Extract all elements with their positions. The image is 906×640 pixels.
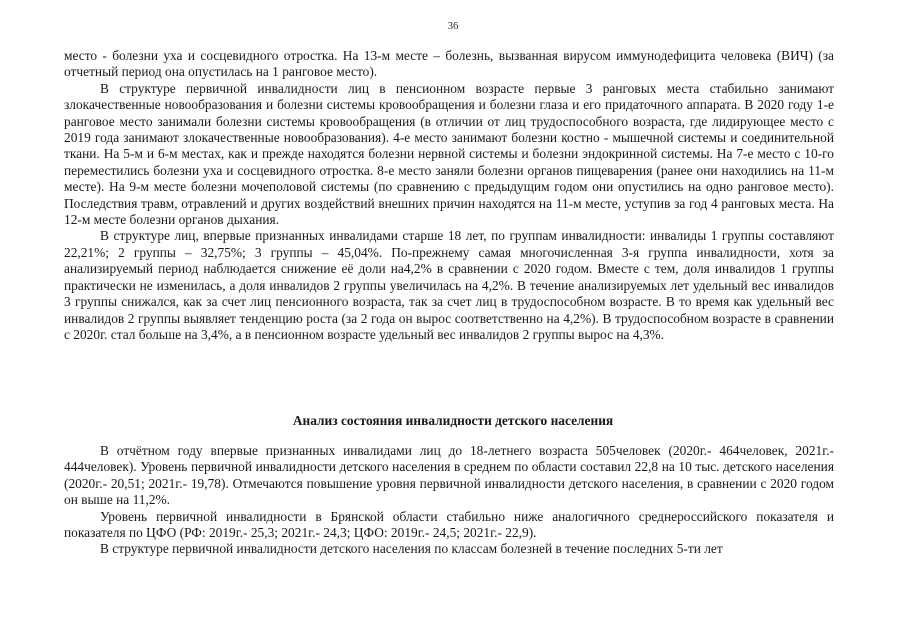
paragraph: В отчётном году впервые признанных инвалидами лиц до 18-летнего возраста 505человек (2020г.- 464человек, 2021г.- 444человек). Уровень первичной инвалидности детского населения в среднем по области составил 22,8 на 10 тыс. детского населения (2020г.- 20,51; 2021г.- 19,78). Отмечаются повышение уровня первичной инвалидности детского населения, в сравнении с 2020 годом он выше на 11,2%. xyxy=(64,443,834,508)
section-heading: Анализ состояния инвалидности детского населения xyxy=(292,413,614,428)
paragraph: Уровень первичной инвалидности в Брянской области стабильно ниже аналогичного среднероссийского показателя и показателя по ЦФО (РФ: 2019г.- 25,3; 2021г.- 24,3; ЦФО: 2019г.- 24,5; 2021г.- 22,9). xyxy=(64,508,834,541)
paragraph: В структуре лиц, впервые признанных инвалидами старше 18 лет, по группам инвалидности: инвалиды 1 группы составляют 22,21%; 2 группы – 32,75%; 3 группы – 45,04%. По-прежнему самая многочисленная 3-я группа инвалидности, хотя за анализируемый период наблюдается снижение её доли на4,2% в сравнении с 2020 годом. Вместе с тем, доля инвалидов 1 группы практически не изменилась, а доля инвалидов 2 группы увеличилась на 4,2%. В течение анализируемых лет удельный вес инвалидов 3 группы снижался, как за счет лиц пенсионного возраста, так за счет лиц в трудоспособном возрасте. В то время как удельный вес инвалидов 2 группы выявляет тенденцию роста (за 2 года он вырос соответственно на 4,2%). В трудоспособном возрасте в сравнении с 2020г. стал больше на 3,4%, а в пенсионном возрасте удельный вес инвалидов 2 группы вырос на 4,3%. xyxy=(64,228,834,342)
paragraph: место - болезни уха и сосцевидного отростка. На 13-м месте – болезнь, вызванная вирусом иммунодефицита человека (ВИЧ) (за отчетный период она опустилась на 1 ранговое место). xyxy=(64,48,834,80)
body-text-bottom xyxy=(64,443,834,558)
page-number: 36 xyxy=(447,20,459,32)
body-text-top xyxy=(64,48,834,343)
paragraph: В структуре первичной инвалидности детского населения по классам болезней в течение последних 5-ти лет xyxy=(100,541,723,557)
paragraph: В структуре первичной инвалидности лиц в пенсионном возрасте первые 3 ранговых места стабильно занимают злокачественные новообразования и болезни системы кровообращения и болезни глаза и его придаточного аппарата. В 2020 году 1-е ранговое место занимали болезни системы кровообращения (в отличии от лиц трудоспособного возраста, где лидирующее место с 2019 года занимают злокачественные новообразования). 4-е место занимают болезни костно - мышечной системы и соединительной ткани. На 5-м и 6-м местах, как и прежде находятся болезни нервной системы и болезни эндокринной системы. На 7-е место с 10-го переместились болезни уха и сосцевидного отростка. 8-е место заняли болезни органов пищеварения (ранее они находились на 11-м месте). На 9-м месте болезни мочеполовой системы (по сравнению с предыдущим годом они опустились на одно ранговое место). Последствия травм, отравлений и других воздействий внешних причин находятся на 11-м месте, уступив за год 4 ранговых места. На 12-м месте болезни органов дыхания. xyxy=(64,80,834,228)
